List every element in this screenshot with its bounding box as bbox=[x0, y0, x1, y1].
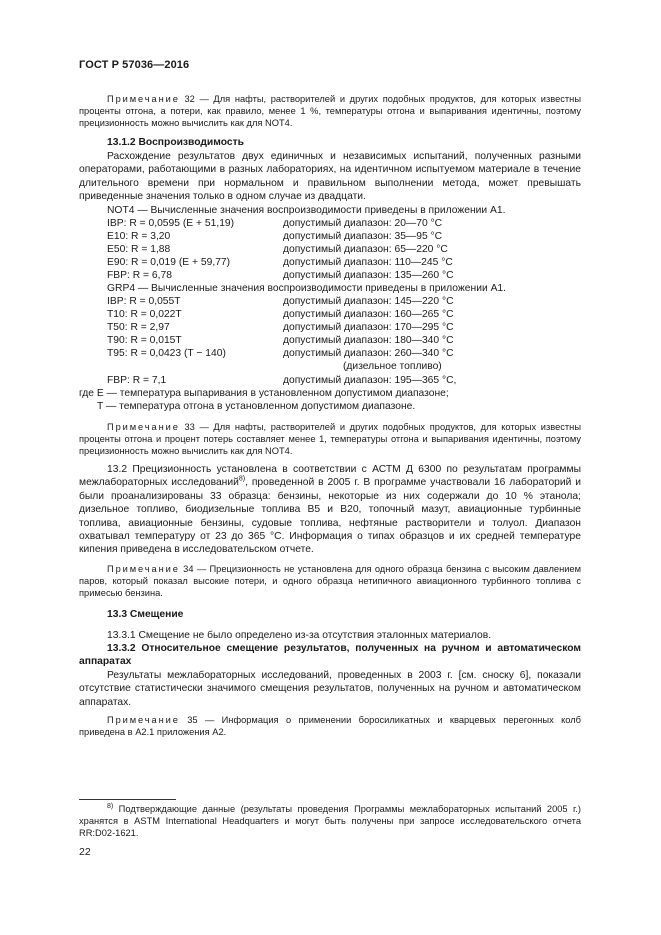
range: допустимый диапазон: 195—365 °C, bbox=[283, 375, 457, 386]
footnote-text: Подтверждающие данные (результаты проведения Программы межлабораторных испытаний 2005 г.) хранятся в ASTM International Headquarters и могут быть получены при запросе исследовательского отчета RR:D02-1621. bbox=[79, 804, 581, 839]
formula-row bbox=[107, 308, 587, 321]
formula-row bbox=[107, 334, 587, 347]
footnote-ref: 8) bbox=[238, 475, 246, 483]
note-33 bbox=[79, 421, 581, 458]
formula-row bbox=[107, 321, 587, 334]
range: допустимый диапазон: 110—245 °C bbox=[283, 257, 453, 268]
formula: E90: R = 0,019 (E + 59,77) bbox=[107, 257, 231, 268]
formula-row bbox=[107, 217, 587, 230]
range: допустимый диапазон: 160—265 °C bbox=[283, 309, 454, 320]
note-text: 33 — Для нафты, растворителей и других подобных продуктов, для которых известны проценты отгона и процент потерь составляет менее 1, температуры отгона и выпаривания идентичны, поэтому прецизионность можно вычислить как для NOT4. bbox=[79, 422, 581, 457]
formula: T50: R = 2,97 bbox=[107, 322, 170, 333]
formula: IBP: R = 0,0595 (E + 51,19) bbox=[107, 218, 235, 229]
paragraph-13-3-2: Результаты межлабораторных исследований, проведенных в 2003 г. [см. сноску 6], показали отсутствие статистически значимого смещения результатов, полученных на ручном и автоматическом аппаратах. bbox=[79, 670, 581, 708]
note-text: 32 — Для нафты, растворителей и других подобных продуктов, для которых известны проценты отгона, а потери, как правило, менее 1 %, температуры отгона и выпаривания идентичны, поэтому прецизионность можно вычислить как для NOT4. bbox=[79, 94, 581, 129]
formula: FBP: R = 6,78 bbox=[107, 270, 172, 281]
note-label: Примечание bbox=[107, 422, 180, 432]
footnote-separator bbox=[79, 799, 176, 800]
footnote bbox=[79, 803, 581, 840]
range: допустимый диапазон: 170—295 °C bbox=[283, 322, 454, 333]
not4-intro: NOT4 — Вычисленные значения воспроизводимости приведены в приложении А1. bbox=[107, 205, 506, 216]
range: допустимый диапазон: 180—340 °C bbox=[283, 335, 454, 346]
diesel-note: (дизельное топливо) bbox=[343, 361, 442, 372]
range: допустимый диапазон: 135—260 °C bbox=[283, 270, 454, 281]
note-35 bbox=[79, 714, 581, 738]
formula: E10: R = 3,20 bbox=[107, 231, 171, 242]
paragraph-reproducibility: Расхождение результатов двух единичных и независимых испытаний, полученных разными операторами, работающими в разных лабораториях, на идентичном испытуемом материале в течение длительного времени при нормальном и правильном выполнении метода, может превышать приведенные значения только в одном случае из двадцати. bbox=[79, 151, 581, 203]
legend-e: где E — температура выпаривания в установленном допустимом диапазоне; bbox=[79, 388, 449, 399]
formula-row bbox=[107, 256, 587, 269]
legend-t: T — температура отгона в установленном допустимом диапазоне. bbox=[97, 401, 416, 412]
note-text: 35 — Информация о применении боросиликатных и кварцевых перегонных колб приведена в А2.1 приложения А2. bbox=[79, 715, 581, 738]
formula-row bbox=[107, 243, 587, 256]
formula-row bbox=[107, 230, 587, 243]
range: допустимый диапазон: 145—220 °C bbox=[283, 296, 454, 307]
paragraph-text: 13.2 Прецизионность установлена в соответствии с АСТМ Д 6300 по результатам программы межлабораторных исследований bbox=[79, 464, 581, 489]
formula: T95: R = 0,0423 (T − 140) bbox=[107, 348, 226, 359]
paragraph-13-3-1: 13.3.1 Смещение не было определено из-за отсутствия эталонных материалов. bbox=[107, 630, 492, 641]
note-text: 34 — Прецизионность не установлена для одного образца бензина с высоким давлением паров, который показал высокие потери, и одного образца нетипичного авиационного турбинного топлива с примесью бензина. bbox=[79, 564, 581, 599]
note-label: Примечание bbox=[107, 564, 180, 574]
section-title-13-3-2: 13.3.2 Относительное смещение результатов, полученных на ручном и автоматическом аппаратах bbox=[79, 643, 581, 668]
note-32 bbox=[79, 93, 581, 130]
formula: IBP: R = 0,055T bbox=[107, 296, 181, 307]
note-34 bbox=[79, 563, 581, 600]
formula-row bbox=[107, 295, 587, 308]
document-header: ГОСТ Р 57036—2016 bbox=[79, 59, 190, 71]
note-label: Примечание bbox=[107, 715, 180, 725]
range: допустимый диапазон: 20—70 °C bbox=[283, 218, 443, 229]
section-title-13-3: 13.3 Смещение bbox=[107, 609, 184, 620]
range: допустимый диапазон: 35—95 °C bbox=[283, 231, 443, 242]
formula-row bbox=[107, 374, 587, 387]
footnote-marker: 8) bbox=[107, 802, 114, 810]
paragraph-text: , проведенной в 2005 г. В программе участвовали 16 лабораторий и были проанализированы 33 образца: бензины, некоторые из них содержали до 10 % этанола; дизельное топливо, биодизельные топлива B5 и B20, топочный мазут, авиационные турбинные топлива, авиационные бензины, судовые топлива, нефтяные растворители и толуол. Диапазон охватывал температуру от 23 до 365 °C. Информация о типах образцов и их средней температуре кипения приведена в исследовательском отчете. bbox=[79, 477, 581, 556]
formula: E50: R = 1,88 bbox=[107, 244, 171, 255]
formula-row bbox=[107, 269, 587, 282]
formula-row bbox=[107, 347, 587, 360]
section-title-13-1-2: 13.1.2 Воспроизводимость bbox=[107, 137, 245, 148]
note-label: Примечание bbox=[107, 94, 180, 104]
range: допустимый диапазон: 260—340 °C bbox=[283, 348, 454, 359]
formula: T10: R = 0,022T bbox=[107, 309, 182, 320]
grp4-intro: GRP4 — Вычисленные значения воспроизводимости приведены в приложении А1. bbox=[107, 283, 507, 294]
formula: T90: R = 0,015T bbox=[107, 335, 182, 346]
diesel-note-row bbox=[107, 360, 587, 373]
range: допустимый диапазон: 65—220 °C bbox=[283, 244, 448, 255]
paragraph-13-2 bbox=[79, 463, 581, 557]
page-number: 22 bbox=[79, 846, 91, 858]
formula: FBP: R = 7,1 bbox=[107, 375, 167, 386]
